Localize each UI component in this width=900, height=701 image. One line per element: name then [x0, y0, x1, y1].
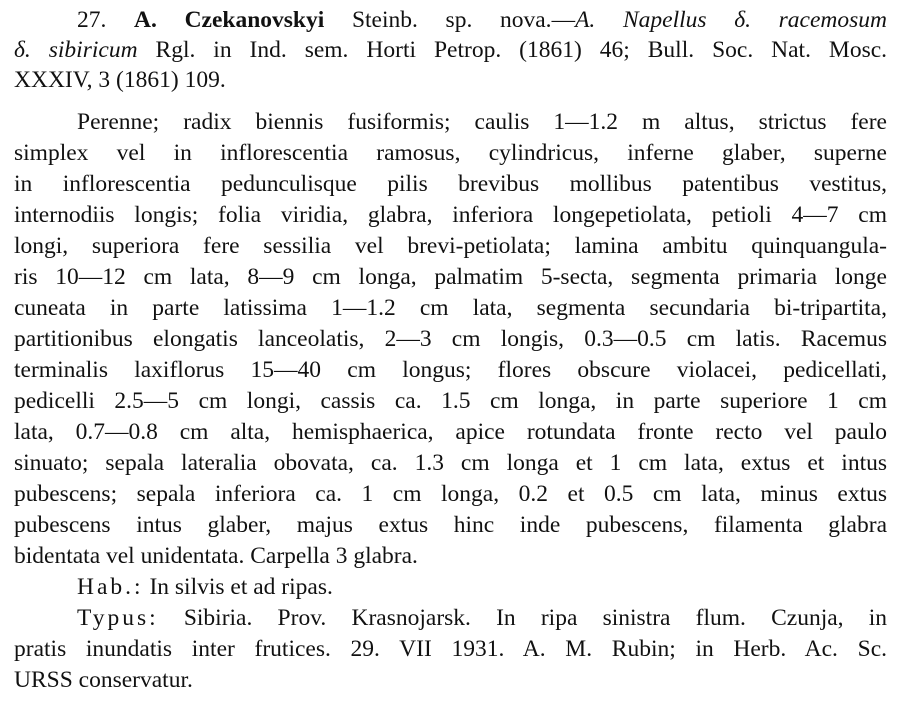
synonym-citation-2: XXXIV, 3 (1861) 109.: [14, 67, 226, 93]
species-name: A. Czekanovskyi: [134, 7, 325, 33]
entry-synonym-line: [14, 36, 887, 65]
description-line: pubescens; sepala inferiora ca. 1 cm longa, 0.2 et 0.5 cm lata, minus extus: [14, 481, 887, 507]
description-line: lata, 0.7—0.8 cm alta, hemisphaerica, apice rotundata fronte recto vel paulo: [14, 419, 887, 445]
synonym-citation-1: Rgl. in Ind. sem. Horti Petrop. (1861) 46; Bull. Soc. Nat. Mosc.: [155, 37, 888, 63]
habitat-line: [77, 573, 887, 602]
description-line: simplex vel in inflorescentia ramosus, cylindricus, inferne glaber, superne: [14, 140, 887, 166]
description-line: Perenne; radix biennis fusiformis; caulis 1—1.2 m altus, strictus fere: [77, 109, 887, 135]
description-line: sinuato; sepala lateralia obovata, ca. 1.3 cm longa et 1 cm lata, extus et intus: [14, 450, 887, 476]
habitat-label: Hab.:: [77, 574, 144, 600]
entry-dash: —: [551, 7, 576, 33]
typus-line: URSS conservatur.: [14, 667, 193, 693]
typus-line: [77, 604, 887, 633]
description-line: ris 10—12 cm lata, 8—9 cm longa, palmatim 5-secta, segmenta primaria longe: [14, 264, 887, 290]
description-line: partitionibus elongatis lanceolatis, 2—3 cm longis, 0.3—0.5 cm latis. Racemus: [14, 326, 887, 352]
synonym-name-2: δ. sibiricum: [14, 37, 138, 63]
entry-heading-line: [77, 6, 887, 35]
description-line: pubescens intus glaber, majus extus hinc inde pubescens, filamenta glabra: [14, 512, 887, 538]
typus-label: Typus:: [77, 605, 159, 631]
typus-text-1: Sibiria. Prov. Krasnojarsk. In ripa sinistra flum. Czunja, in: [183, 605, 887, 631]
description-line: longi, superiora fere sessilia vel brevi-petiolata; lamina ambitu quinquangula-: [14, 233, 887, 259]
entry-number: 27.: [77, 7, 107, 33]
entry-citation-line: [14, 66, 887, 95]
species-author: Steinb. sp. nova.: [351, 7, 552, 33]
description-line: cuneata in parte latissima 1—1.2 cm lata, segmenta secundaria bi-tripartita,: [14, 295, 887, 321]
synonym-name-1: A. Napellus δ. racemosum: [575, 7, 888, 33]
description-line: in inflorescentia pedunculisque pilis brevibus mollibus patentibus vestitus,: [14, 171, 887, 197]
description-line: internodiis longis; folia viridia, glabra, inferiora longepetiolata, petioli 4—7 cm: [14, 202, 887, 228]
typus-line: pratis inundatis inter frutices. 29. VII 1931. A. M. Rubin; in Herb. Ac. Sc.: [14, 636, 887, 662]
description-line: pedicelli 2.5—5 cm longi, cassis ca. 1.5 cm longa, in parte superiore 1 cm: [14, 388, 887, 414]
description-line: bidentata vel unidentata. Carpella 3 glabra.: [14, 543, 418, 569]
habitat-text: In silvis et ad ripas.: [149, 574, 333, 600]
description-line: terminalis laxiflorus 15—40 cm longus; flores obscure violacei, pedicellati,: [14, 357, 887, 383]
